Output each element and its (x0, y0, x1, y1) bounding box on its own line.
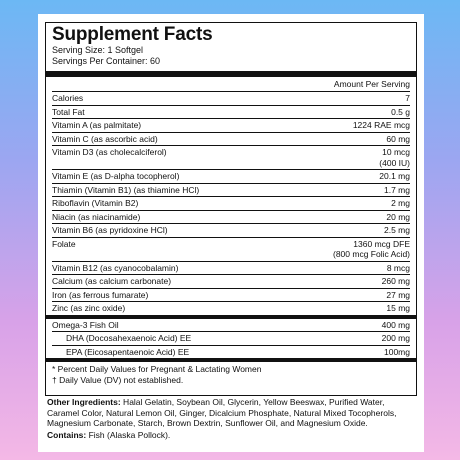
nutrient-name: Vitamin B12 (as cyanocobalamin) (52, 262, 179, 273)
omega-rows (52, 319, 410, 359)
nutrient-amount-primary: 27 mg (386, 289, 410, 300)
nutrient-row (52, 224, 410, 238)
other-ingredients-text: Halal Gelatin, Soybean Oil, Glycerin, Yellow Beeswax, Purified Water, Caramel Color, Natural Lemon Oil, Ginger, Dicalcium Phosphate, Natural Mixed Tocopherols, Magnesium Carbonate, Starch, Brown Dextrin, Sunflower Oil, and Magnesium Oxide. (47, 397, 397, 428)
supplement-facts-box (45, 22, 417, 396)
nutrient-row (52, 197, 410, 211)
servings-per-container: Servings Per Container: 60 (52, 56, 161, 66)
nutrient-name: Omega-3 Fish Oil (52, 319, 119, 330)
footnote-not-established: † Daily Value (DV) not established. (52, 374, 184, 385)
nutrient-name: Niacin (as niacinamide) (52, 211, 141, 222)
nutrient-name: Iron (as ferrous fumarate) (52, 289, 149, 300)
label-panel (38, 14, 424, 452)
nutrient-amount (382, 276, 410, 287)
nutrient-name: Folate (52, 238, 76, 249)
other-ingredients (47, 397, 417, 429)
nutrient-amount (384, 225, 410, 236)
nutrient-amount-primary: 260 mg (381, 276, 410, 286)
nutrient-amount-primary: 20.1 mg (379, 171, 410, 181)
nutrient-amount (386, 212, 410, 223)
nutrient-amount (382, 333, 410, 344)
nutrient-amount-primary: 1.7 mg (384, 184, 410, 195)
contains-text: Fish (Alaska Pollock). (86, 429, 171, 440)
nutrient-amount-secondary: (800 mcg Folic Acid) (333, 249, 410, 259)
other-ingredients-label: Other Ingredients: (47, 397, 121, 407)
nutrient-name: Zinc (as zinc oxide) (52, 303, 126, 313)
nutrient-amount (405, 93, 410, 104)
nutrient-row (52, 119, 410, 133)
nutrient-amount-primary: 1224 RAE mcg (352, 120, 410, 130)
nutrient-row (52, 262, 410, 276)
ingredients-section (47, 397, 417, 440)
nutrient-amount (391, 107, 410, 118)
nutrient-name: Calcium (as calcium carbonate) (52, 276, 172, 286)
nutrient-amount-primary: 0.5 g (391, 106, 410, 117)
nutrient-row (52, 92, 410, 106)
nutrient-amount-primary: 7 (405, 93, 410, 103)
contains-label: Contains: (47, 429, 87, 440)
nutrient-name: Vitamin A (as palmitate) (52, 120, 142, 130)
nutrient-row (52, 275, 410, 289)
nutrient-name: Vitamin B6 (as pyridoxine HCl) (52, 225, 168, 235)
nutrient-row (52, 133, 410, 147)
nutrient-row (52, 106, 410, 120)
nutrient-amount-primary: 15 mg (386, 303, 410, 313)
nutrient-name: DHA (Docosahexaenoic Acid) EE (66, 333, 192, 343)
nutrient-amount-primary: 20 mg (386, 211, 410, 222)
nutrient-name: Thiamin (Vitamin B1) (as thiamine HCl) (52, 184, 200, 195)
nutrient-amount-primary: 400 mg (381, 319, 410, 330)
nutrient-name: Vitamin C (as ascorbic acid) (52, 133, 158, 144)
nutrient-name: Vitamin D3 (as cholecalciferol) (52, 147, 167, 157)
nutrient-name: Riboflavin (Vitamin B2) (52, 198, 139, 208)
nutrient-amount-secondary: (400 IU) (379, 157, 410, 168)
footnote-dv: * Percent Daily Values for Pregnant & Lactating Women (52, 364, 262, 374)
nutrient-name: EPA (Eicosapentaenoic Acid) EE (66, 346, 190, 357)
nutrient-row (52, 146, 410, 170)
nutrient-amount-primary: 200 mg (381, 333, 410, 343)
nutrient-name: Total Fat (52, 106, 85, 117)
amount-header: Amount Per Serving (52, 77, 410, 92)
nutrient-amount (379, 171, 410, 182)
nutrient-row (52, 319, 410, 333)
nutrient-amount-primary: 100mg (384, 346, 410, 357)
nutrient-row (52, 184, 410, 198)
nutrient-amount (387, 263, 410, 274)
nutrient-amount (386, 303, 410, 314)
nutrient-row (52, 289, 410, 303)
nutrient-row (52, 332, 410, 346)
serving-size: Serving Size: 1 Softgel (52, 45, 144, 55)
nutrient-amount-primary: 2 mg (391, 198, 410, 208)
nutrient-name: Calories (52, 93, 84, 103)
nutrient-row (52, 346, 410, 359)
nutrient-amount-primary: 2.5 mg (384, 225, 410, 235)
nutrient-amount-primary: 60 mg (386, 133, 410, 144)
nutrient-amount (379, 147, 410, 168)
nutrient-amount (386, 134, 410, 145)
nutrient-amount (391, 198, 410, 209)
nutrient-row (52, 302, 410, 315)
nutrient-row (52, 170, 410, 184)
nutrient-amount (353, 120, 410, 131)
nutrient-amount-primary: 1360 mcg DFE (353, 238, 410, 249)
nutrient-name: Vitamin E (as D-alpha tocopherol) (52, 171, 180, 181)
nutrient-rows (52, 92, 410, 315)
nutrient-amount-primary: 8 mcg (386, 262, 410, 273)
nutrient-amount (382, 320, 410, 331)
facts-title: Supplement Facts (52, 24, 213, 45)
nutrient-amount (384, 347, 410, 358)
contains-line (47, 430, 417, 441)
nutrient-amount (386, 290, 410, 301)
nutrient-row (52, 238, 410, 262)
nutrient-amount (333, 239, 410, 260)
nutrient-amount (384, 185, 410, 196)
nutrient-amount-primary: 10 mcg (382, 147, 410, 157)
nutrient-row (52, 211, 410, 225)
